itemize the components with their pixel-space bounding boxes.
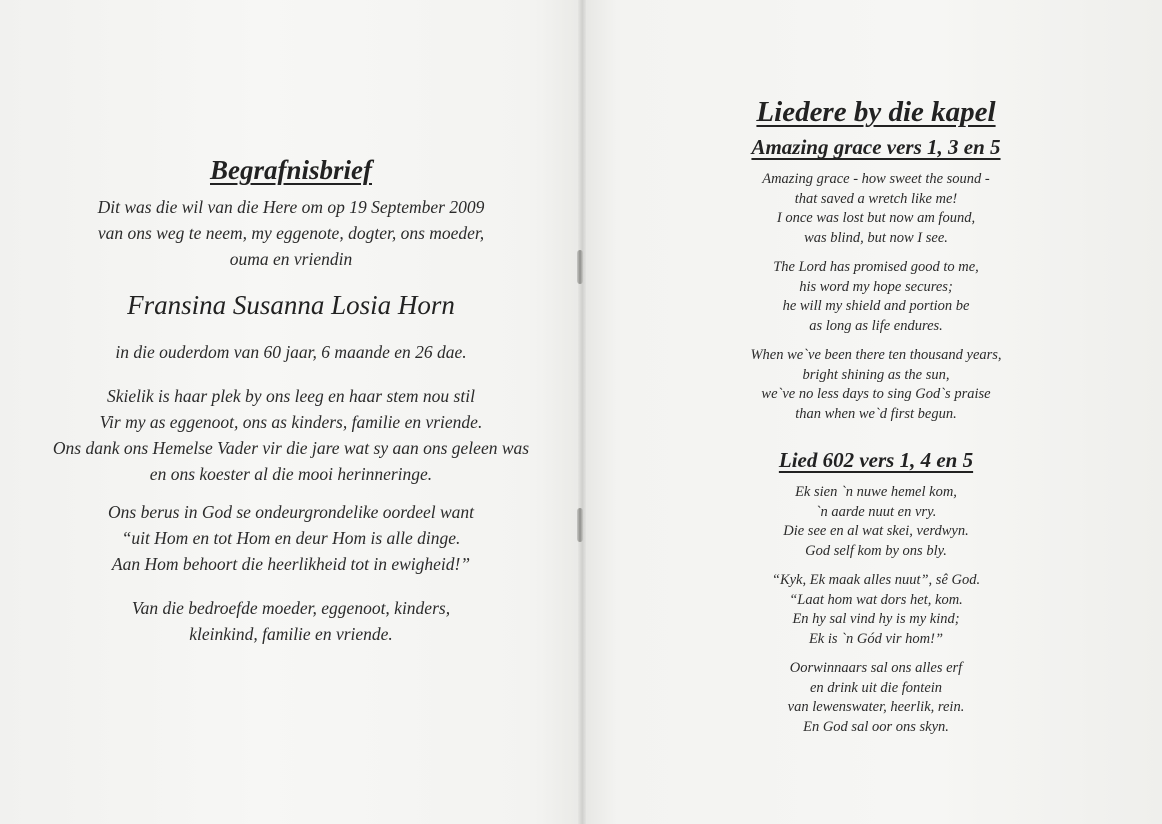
verse-line: En hy sal vind hy is my kind; [792, 611, 960, 627]
verse-line: God self kom by ons bly. [805, 542, 947, 559]
song-2-verse [590, 571, 1162, 649]
verse-line: I once was lost but now am found, [776, 210, 976, 226]
intro-paragraph [0, 194, 582, 272]
verse-line: The Lord has promised good to me, [773, 259, 979, 275]
song-1-verse [590, 258, 1162, 336]
intro-line: ouma en vriendin [229, 249, 353, 269]
verse-line: his word my hope secures; [799, 278, 953, 295]
intro-line: Dit was die wil van die Here om op 19 September 2009 [97, 197, 485, 217]
song-2-verse [590, 659, 1162, 737]
verse-line: van lewenswater, heerlik, rein. [787, 699, 965, 715]
closing-line: Van die bedroefde moeder, eggenoot, kinders, [131, 598, 451, 618]
closing-paragraph [0, 595, 582, 647]
paragraph-line: Skielik is haar plek by ons leeg en haar stem nou stil [107, 386, 475, 406]
verse-line: was blind, but now I see. [804, 229, 948, 246]
verse-line: we`ve no less days to sing God`s praise [761, 386, 991, 402]
verse-line: than when we`d first begun. [795, 405, 957, 422]
paragraph-1 [0, 383, 582, 487]
hymns-title: Liedere by die kapel [756, 96, 996, 128]
intro-line: van ons weg te neem, my eggenote, dogter, ons moeder, [97, 223, 485, 243]
song-2-verse [590, 483, 1162, 561]
paragraph-line: Aan Hom behoort die heerlikheid tot in ewigheid!” [111, 554, 471, 574]
verse-line: Oorwinnaars sal ons alles erf [789, 660, 963, 676]
age-line: in die ouderdom van 60 jaar, 6 maande en 26 dae. [115, 342, 467, 362]
deceased-name: Fransina Susanna Losia Horn [127, 290, 455, 320]
song-2-title: Lied 602 vers 1, 4 en 5 [778, 448, 974, 472]
verse-line: “Kyk, Ek maak alles nuut”, sê God. [771, 572, 981, 588]
paragraph-line: Ons berus in God se ondeurgrondelike oordeel want [108, 502, 474, 522]
verse-line: Ek is `n Gód vir hom!” [808, 630, 944, 647]
verse-line: “Laat hom wat dors het, kom. [789, 591, 963, 608]
verse-line: that saved a wretch like me! [794, 190, 958, 207]
paragraph-line: Ons dank ons Hemelse Vader vir die jare wat sy aan ons geleen was [52, 438, 530, 458]
letter-title: Begrafnisbrief [210, 155, 372, 185]
paragraph-line: “uit Hom en tot Hom en deur Hom is alle dinge. [121, 528, 461, 548]
hymns-section [590, 96, 1162, 747]
verse-line: En God sal oor ons skyn. [803, 718, 949, 735]
funeral-letter [0, 155, 582, 659]
verse-line: Die see en al wat skei, verdwyn. [783, 523, 969, 539]
verse-line: Amazing grace - how sweet the sound - [762, 171, 990, 187]
verse-line: `n aarde nuut en vry. [815, 503, 937, 520]
closing-line: kleinkind, familie en vriende. [189, 624, 393, 644]
paragraph-2 [0, 499, 582, 577]
song-1-title: Amazing grace vers 1, 3 en 5 [751, 135, 1001, 159]
paragraph-line: en ons koester al die mooi herinneringe. [149, 464, 433, 484]
song-1-verse [590, 170, 1162, 248]
song-1-verse [590, 346, 1162, 424]
verse-line: bright shining as the sun, [802, 366, 950, 383]
verse-line: as long as life endures. [809, 317, 943, 334]
verse-line: When we`ve been there ten thousand years, [750, 347, 1002, 363]
verse-line: Ek sien `n nuwe hemel kom, [795, 484, 957, 500]
verse-line: en drink uit die fontein [809, 679, 943, 696]
verse-line: he will my shield and portion be [782, 298, 970, 314]
paragraph-line: Vir my as eggenoot, ons as kinders, familie en vriende. [99, 412, 483, 432]
